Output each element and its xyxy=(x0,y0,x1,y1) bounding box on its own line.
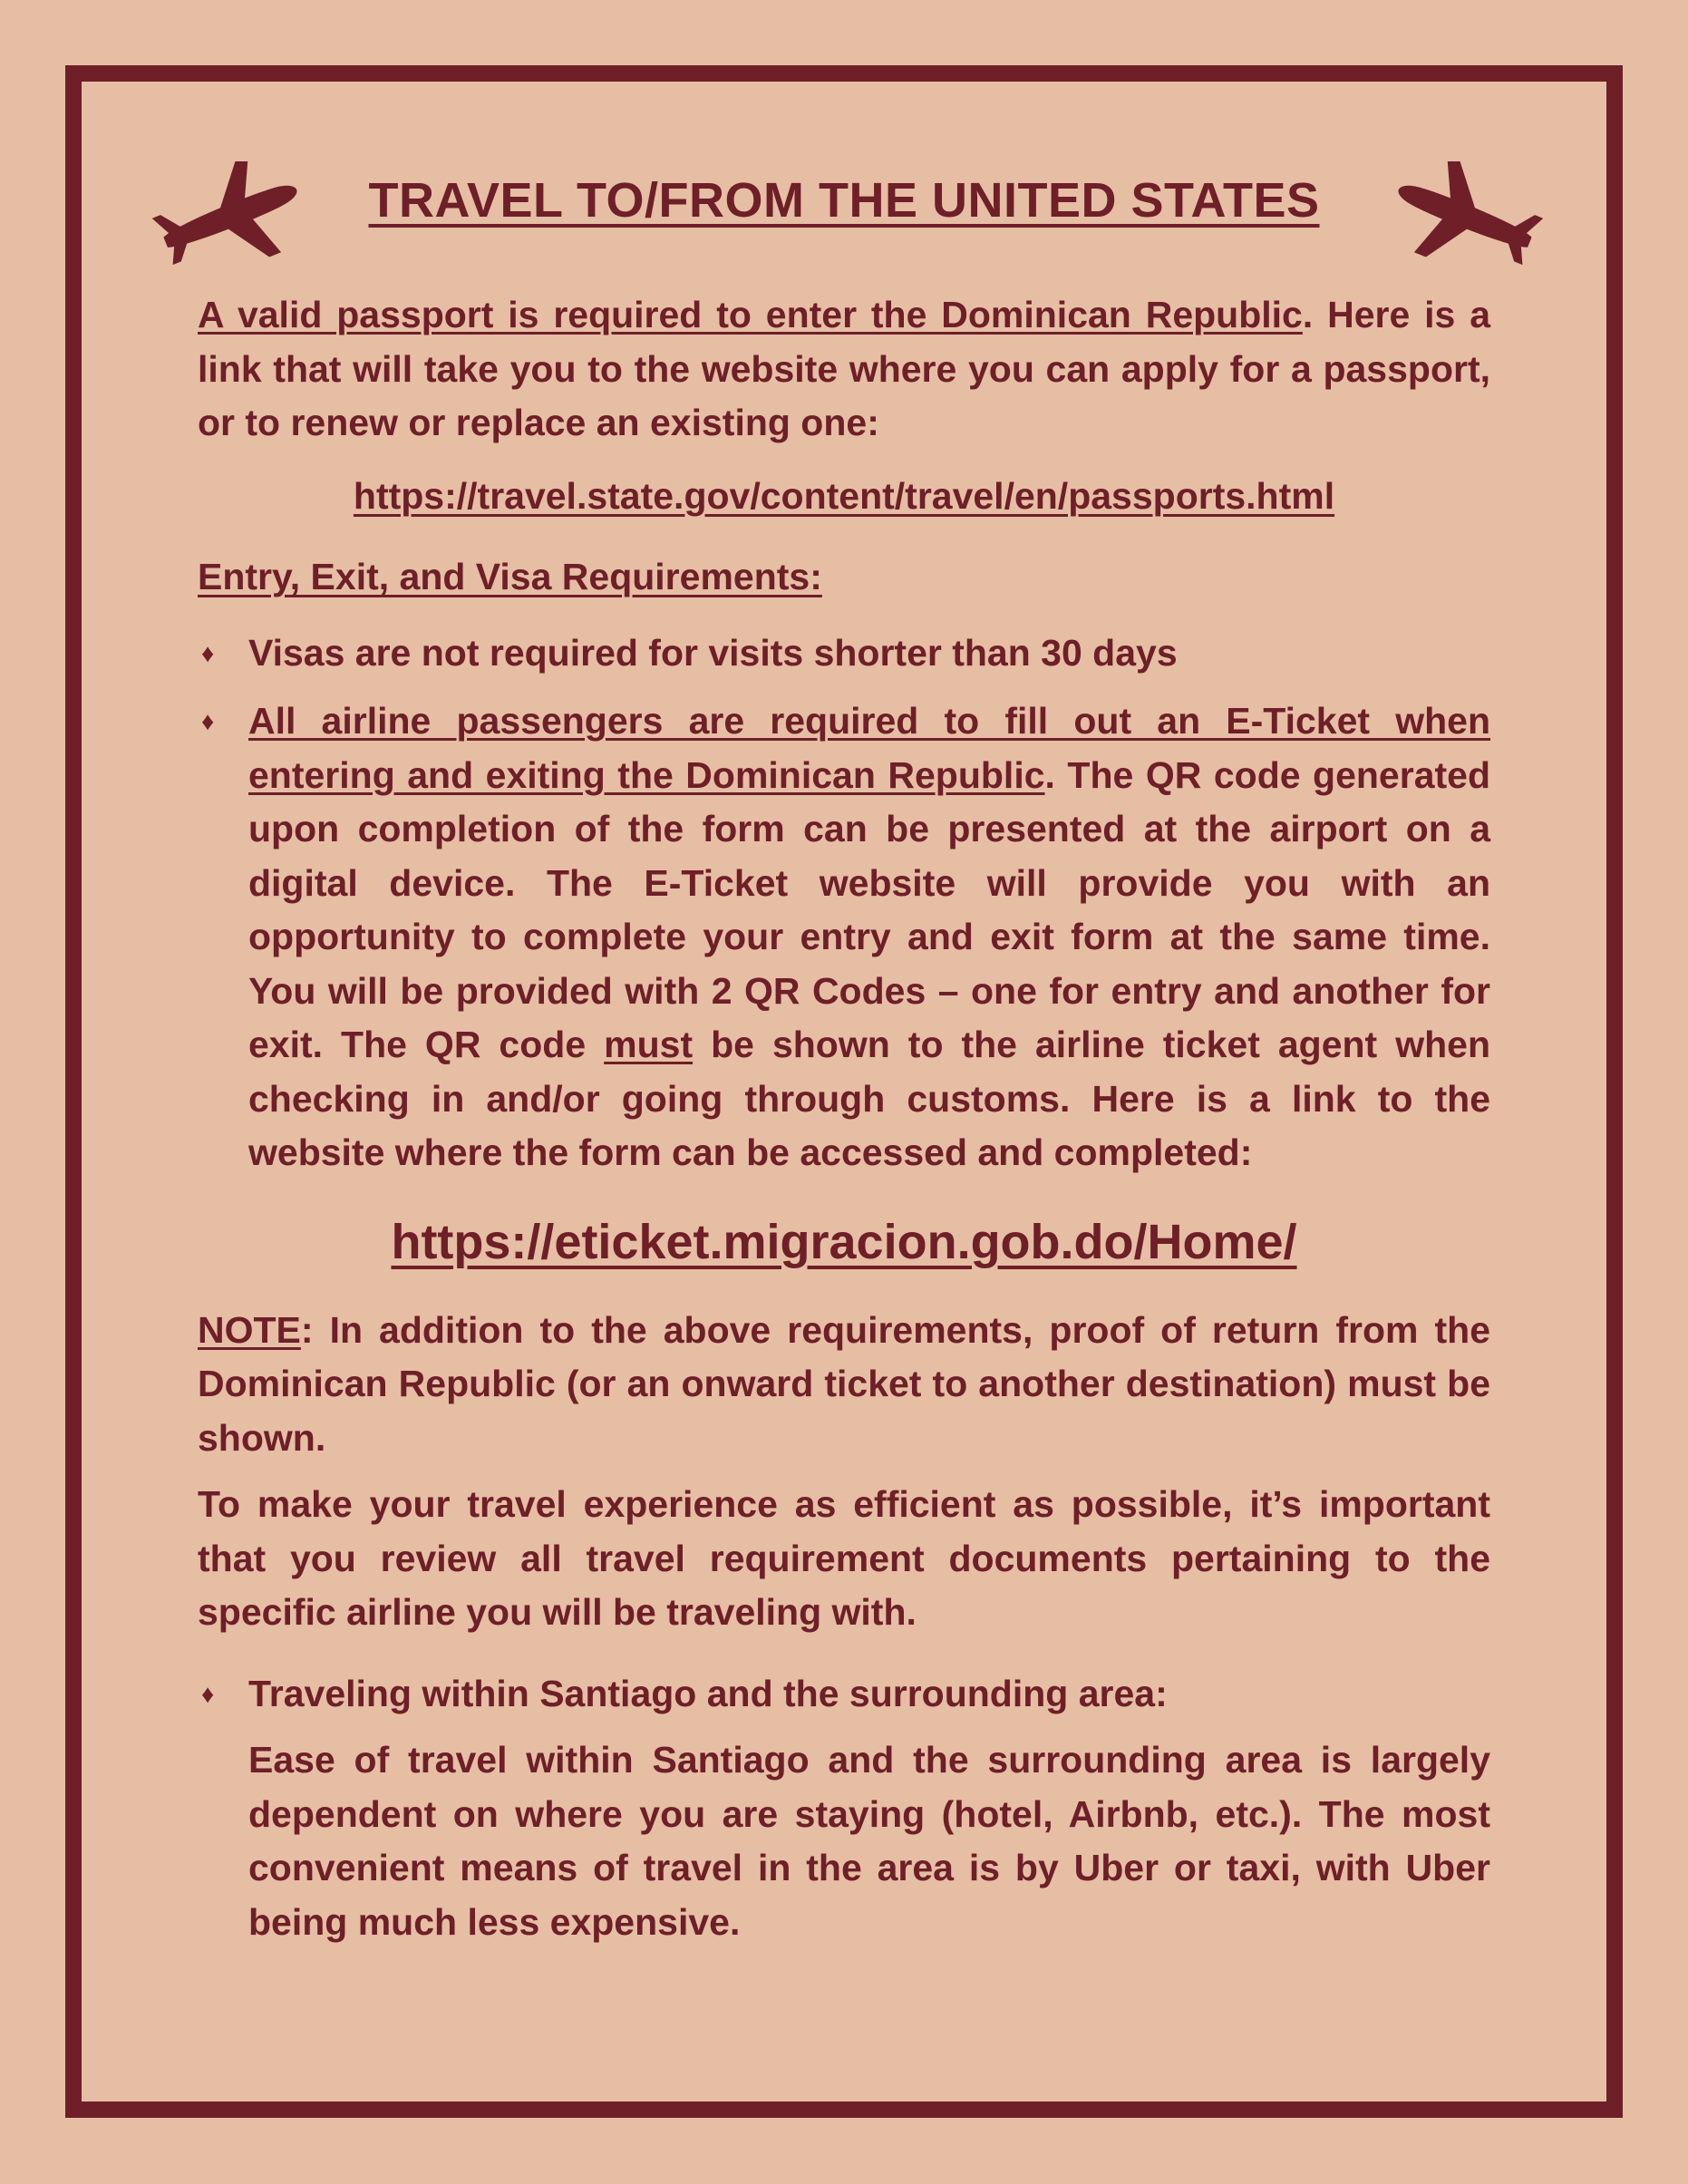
passport-link[interactable]: https://travel.state.gov/content/travel/en/passports.html xyxy=(353,474,1335,517)
bullet-diamond-icon: ♦ xyxy=(201,638,215,667)
page-title: TRAVEL TO/FROM THE UNITED STATES xyxy=(368,173,1320,228)
list-item: ♦ All airline passengers are required to fill out an E-Ticket when entering and exiting the Dominican Republic. The QR code generated upon completion of the form can be presented at the airport on a digital device. The E-Ticket website will provide you with an opportunity to complete your entry and exit form at the same time. You will be provided with 2 QR Codes – one for entry and another for exit. The QR code must be shown to the airline ticket agent when checking in and/or going through customs. Here is a link to the website where the form can be accessed and completed: xyxy=(198,694,1490,1180)
passport-paragraph: A valid passport is required to enter the Dominican Republic. Here is a link that will take you to the website where you can apply for a passport, or to renew or replace an existing one: xyxy=(198,294,1490,443)
requirements-heading: Entry, Exit, and Visa Requirements: xyxy=(198,556,822,597)
passport-lead: A valid passport is required to enter the Dominican Republic xyxy=(198,294,1303,335)
note-label: NOTE xyxy=(198,1308,301,1351)
bullet-diamond-icon: ♦ xyxy=(201,707,215,735)
content xyxy=(198,288,1490,1949)
list-item: ♦ Visas are not required for visits shorter than 30 days xyxy=(198,626,1490,681)
bullet-diamond-icon: ♦ xyxy=(201,1679,215,1708)
local-travel-paragraph: Ease of travel within Santiago and the surrounding area is largely dependent on where you are staying (hotel, Airbnb, etc.). The most convenient means of travel in the area is by Uber or taxi, with Uber being much less expensive. xyxy=(248,1739,1490,1943)
eticket-link[interactable]: https://eticket.migracion.gob.do/Home/ xyxy=(391,1214,1297,1269)
note-paragraph: NOTE: In addition to the above requirements, proof of return from the Dominican Republic (or an onward ticket to another destination) must be shown. xyxy=(198,1308,1490,1459)
list-item: ♦ Traveling within Santiago and the surrounding area: xyxy=(198,1667,1490,1722)
tip-paragraph: To make your travel experience as efficient as possible, it’s important that you review all travel requirement documents pertaining to the specific airline you will be traveling with. xyxy=(198,1483,1490,1633)
